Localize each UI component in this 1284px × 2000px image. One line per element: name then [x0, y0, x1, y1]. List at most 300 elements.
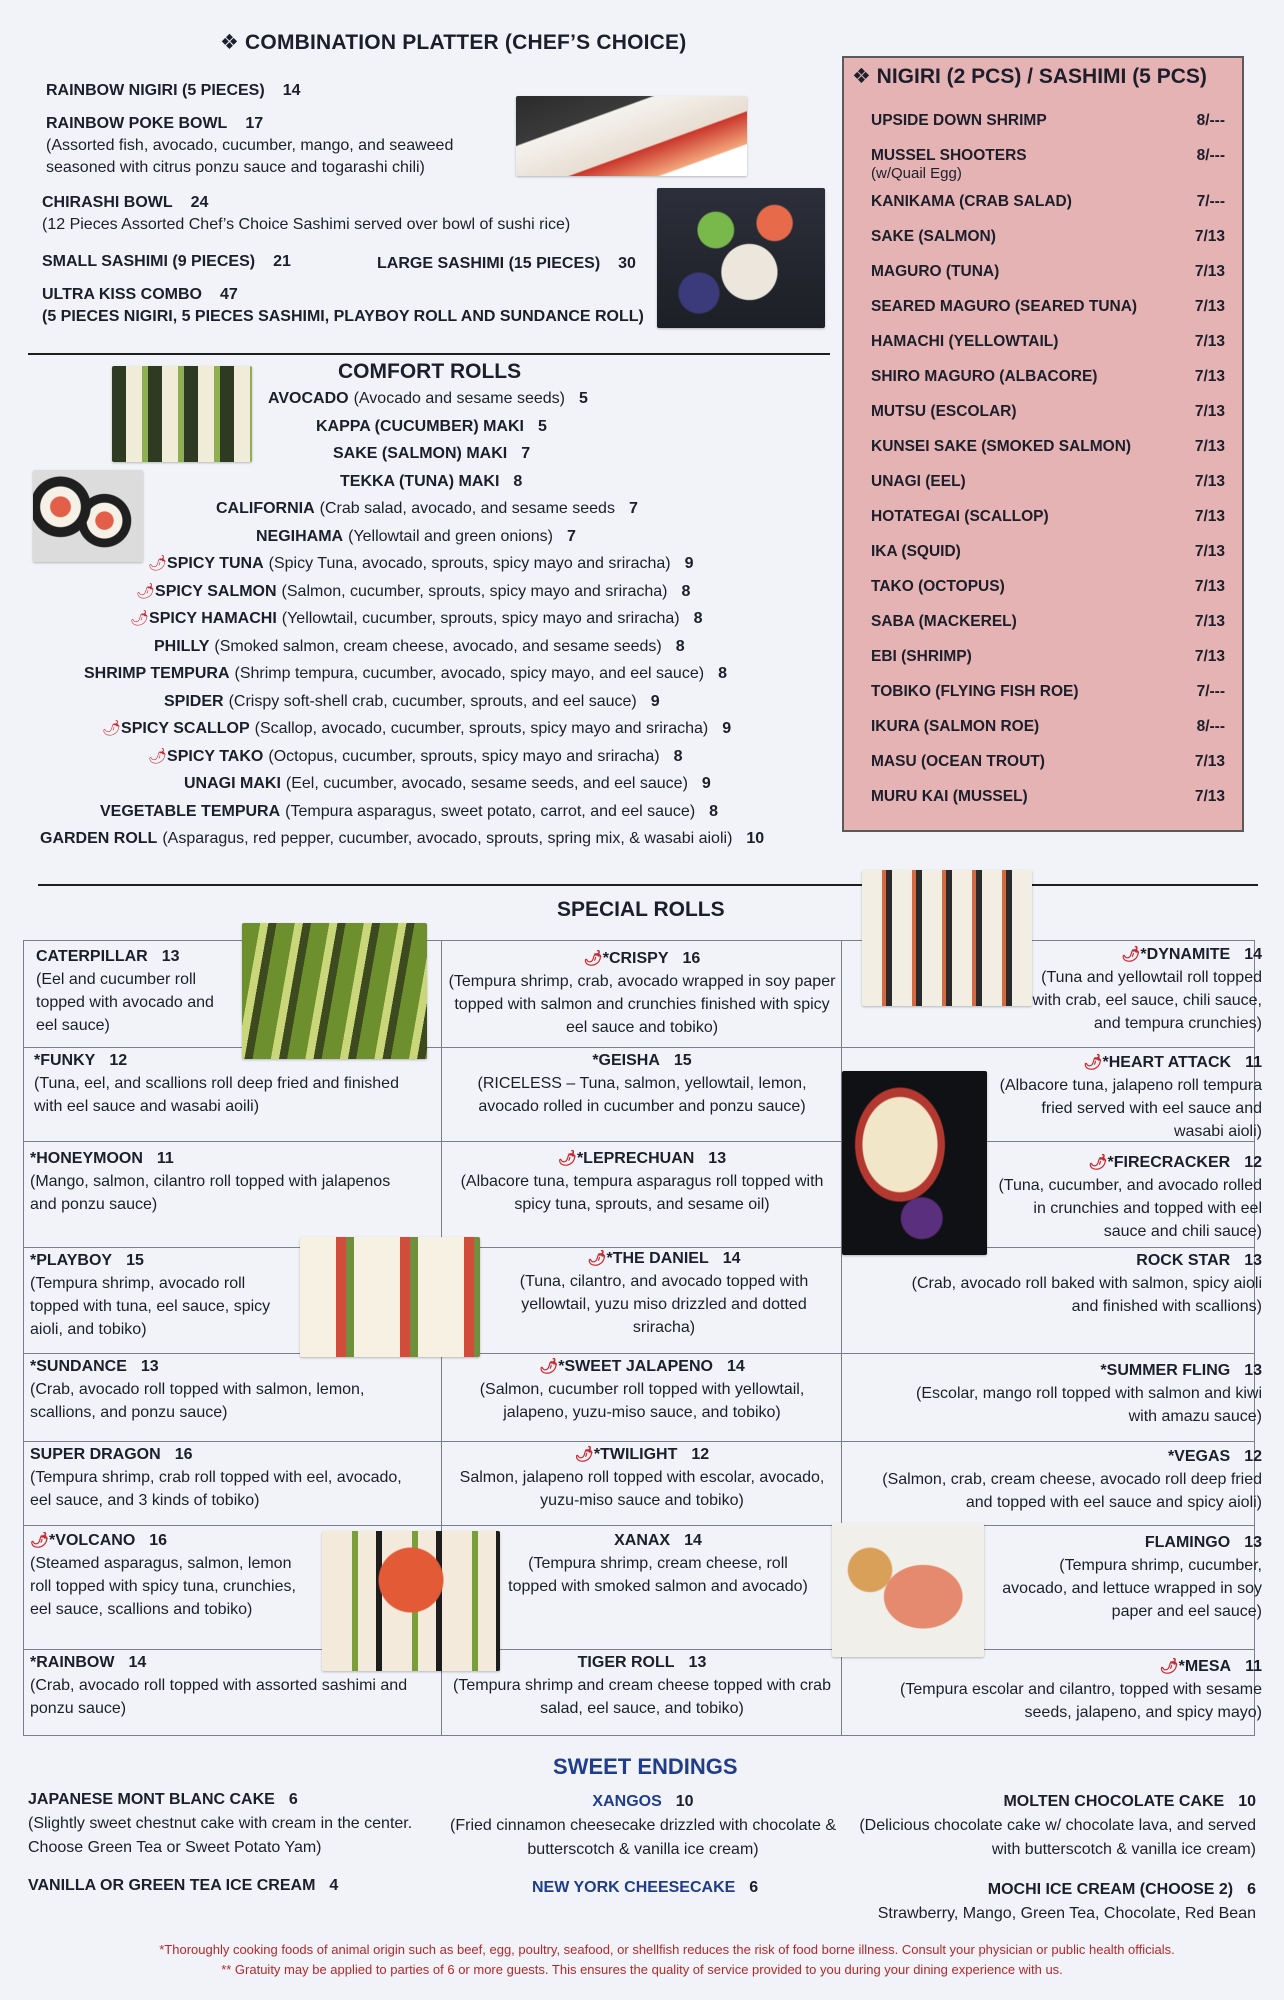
nigiri-name: MAGURO (TUNA): [871, 263, 1000, 280]
roll-desc: (RICELESS – Tuna, salmon, yellowtail, lemon, avocado rolled in cucumber and ponzu sauce): [477, 1075, 807, 1115]
dessert-name: MOCHI ICE CREAM (CHOOSE 2): [987, 1881, 1234, 1898]
dessert-name: NEW YORK CHEESECAKE: [532, 1879, 736, 1896]
roll-desc: (Yellowtail and green onions): [348, 527, 553, 545]
roll-playboy: [30, 1249, 280, 1341]
roll-price: 13: [140, 1358, 159, 1375]
chili-pepper-icon: 🌶: [1083, 1054, 1103, 1071]
roll-crispy: [448, 947, 836, 1039]
roll-name: *CRISPY: [602, 950, 669, 967]
nigiri-name: SEARED MAGURO (SEARED TUNA): [871, 298, 1138, 315]
roll-xanax: [508, 1529, 808, 1598]
roll-desc: (Tempura shrimp, crab roll topped with eel, avocado, eel sauce, and 3 kinds of tobiko): [30, 1469, 402, 1509]
roll-rock-star: [884, 1249, 1262, 1318]
nigiri-item: [871, 543, 1231, 561]
roll-price: 5: [578, 390, 588, 407]
chirashi-photo: [657, 188, 825, 328]
roll-price: 14: [128, 1654, 147, 1671]
roll-name: CATERPILLAR: [36, 948, 148, 965]
gratuity-footnote: ** Gratuity may be applied to parties of 6 or more guests. This ensures the quality of service provided to you during your dining experience with us.: [221, 1962, 1063, 1977]
comfort-roll-item: [40, 828, 764, 850]
nigiri-sashimi-panel: [842, 56, 1244, 832]
roll-twilight: [448, 1443, 836, 1512]
comfort-title: COMFORT ROLLS: [338, 360, 522, 383]
roll-name: *SUNDANCE: [30, 1358, 127, 1375]
roll-name: UNAGI MAKI: [184, 775, 281, 792]
roll-price: 13: [161, 948, 180, 965]
roll-name: *SWEET JALAPENO: [558, 1358, 713, 1375]
dessert-desc: (Slightly sweet chestnut cake with cream in the center. Choose Green Tea or Sweet Potato Yam): [28, 1815, 413, 1856]
roll-name: CALIFORNIA: [216, 500, 315, 517]
roll-name: SPICY TAKO: [167, 747, 264, 765]
roll-name: SPICY SALMON: [155, 582, 277, 600]
chili-pepper-icon: 🌶: [574, 1446, 594, 1463]
roll-super-dragon: [30, 1443, 420, 1512]
roll-name: *HEART ATTACK: [1102, 1054, 1232, 1071]
roll-name: SHRIMP TEMPURA: [84, 665, 230, 682]
roll-price: 8: [693, 610, 703, 627]
roll-name: XANAX: [614, 1532, 671, 1549]
nigiri-note: (w/Quail Egg): [871, 165, 962, 182]
nigiri-price: 8/---: [1196, 112, 1225, 129]
roll-name: TIGER ROLL: [577, 1654, 675, 1671]
roll-price: 9: [701, 775, 711, 792]
dessert-mont-blanc: [28, 1788, 438, 1860]
roll-desc: (Tuna and yellowtail roll topped with crab, eel sauce, chili sauce, and tempura crunchies): [1032, 969, 1262, 1032]
roll-price: 14: [722, 1250, 741, 1267]
maki-photo: [33, 470, 143, 562]
food-safety-footnote: *Thoroughly cooking foods of animal origin such as beef, egg, poultry, seafood, or shellfish reduces the risk of food borne illness. Consult your physician or public health officials.: [159, 1942, 1175, 1957]
roll-desc: (Crab, avocado roll topped with salmon, lemon, scallions, and ponzu sauce): [30, 1381, 365, 1421]
dynamite-photo: [862, 870, 1032, 1006]
roll-name: SPIDER: [164, 692, 224, 710]
roll-name: TEKKA (TUNA) MAKI: [340, 472, 500, 490]
nigiri-title: ❖ NIGIRI (2 PCS) / SASHIMI (5 PCS): [852, 65, 1207, 88]
roll-desc: (Escolar, mango roll topped with salmon and kiwi with amazu sauce): [916, 1385, 1262, 1425]
nigiri-item: [871, 753, 1231, 771]
roll-name: GARDEN ROLL: [40, 830, 158, 847]
item-desc: (12 Pieces Assorted Chef’s Choice Sashimi served over bowl of sushi rice): [42, 216, 571, 233]
roll-desc: (Albacore tuna, tempura asparagus roll topped with spicy tuna, sprouts, and sesame oil): [460, 1173, 824, 1213]
comfort-roll-item: [154, 636, 685, 658]
nigiri-price: 7/13: [1194, 368, 1225, 385]
roll-price: 16: [682, 950, 701, 967]
grid-line: [24, 1649, 1254, 1650]
roll-desc: (Tempura escolar and cilantro, topped with sesame seeds, jalapeno, and spicy mayo): [900, 1681, 1262, 1721]
dessert-price: 6: [1247, 1881, 1256, 1898]
nigiri-item: [871, 508, 1231, 526]
nigiri-item: [871, 112, 1231, 130]
roll-price: 15: [126, 1252, 144, 1269]
roll-desc: (Eel and cucumber roll topped with avocado and eel sauce): [36, 971, 214, 1034]
roll-price: 12: [691, 1446, 710, 1463]
dessert-desc: (Delicious chocolate cake w/ chocolate lava, and served with butterscotch & vanilla ice cream): [859, 1817, 1256, 1858]
roll-desc: (Tuna, cucumber, and avocado rolled in crunchies and topped with eel sauce and chili sauce): [998, 1177, 1262, 1240]
roll-desc: (Tempura shrimp, avocado roll topped with tuna, eel sauce, spicy aioli, and tobiko): [30, 1275, 271, 1338]
nigiri-price: 7/13: [1194, 263, 1225, 280]
roll-desc: (Octopus, cucumber, sprouts, spicy mayo and sriracha): [268, 747, 660, 765]
roll-price: 13: [1244, 1252, 1262, 1269]
chili-pepper-icon: 🌶: [557, 1150, 577, 1167]
roll-desc: (Crab, avocado roll topped with assorted sashimi and ponzu sauce): [30, 1677, 408, 1717]
comfort-roll-item: [184, 773, 711, 795]
roll-sweet-jalapeno: [448, 1355, 836, 1424]
roll-price: 7: [566, 527, 576, 545]
comfort-roll-item: [136, 581, 690, 603]
item-name: ULTRA KISS COMBO: [42, 286, 202, 303]
item-name: RAINBOW NIGIRI (5 PIECES): [46, 82, 265, 99]
roll-price: 14: [684, 1532, 702, 1549]
roll-price: 14: [726, 1358, 745, 1375]
nigiri-item: [871, 718, 1231, 736]
roll-desc: (Spicy Tuna, avocado, sprouts, spicy mayo and sriracha): [268, 555, 671, 572]
roll-name: SPICY HAMACHI: [149, 610, 277, 627]
comfort-roll-item: [102, 718, 731, 740]
nigiri-item: [871, 228, 1231, 246]
nigiri-name: IKA (SQUID): [871, 543, 961, 560]
chili-pepper-icon: 🌶: [148, 555, 168, 572]
roll-price: 13: [1244, 1534, 1262, 1551]
nigiri-name: SAKE (SALMON): [871, 228, 996, 245]
roll-price: 8: [681, 582, 691, 600]
roll-price: 8: [675, 637, 685, 655]
roll-name: *TWILIGHT: [593, 1446, 678, 1463]
nigiri-item: [871, 403, 1231, 421]
roll-honeymoon: [30, 1147, 420, 1216]
roll-price: 8: [718, 665, 727, 682]
item-name: LARGE SASHIMI (15 PIECES): [377, 255, 601, 272]
roll-price: 7: [521, 445, 531, 462]
nigiri-price: 7/13: [1194, 228, 1225, 245]
nigiri-item: [871, 648, 1231, 666]
roll-leprechuan: [448, 1147, 836, 1216]
grid-line: [24, 1525, 1254, 1526]
nigiri-price: 7/---: [1196, 193, 1225, 210]
chili-pepper-icon: 🌶: [1088, 1154, 1108, 1171]
roll-price: 12: [1244, 1154, 1262, 1171]
nigiri-name: UPSIDE DOWN SHRIMP: [871, 112, 1047, 129]
flamingo-photo: [832, 1523, 984, 1657]
dessert-desc: Strawberry, Mango, Green Tea, Chocolate, Red Bean: [877, 1905, 1256, 1922]
nigiri-price: 7/13: [1194, 543, 1225, 560]
roll-price: 13: [708, 1150, 727, 1167]
nigiri-price: 7/13: [1194, 648, 1225, 665]
chili-pepper-icon: 🌶: [587, 1250, 607, 1267]
roll-desc: (Tempura shrimp, crab, avocado wrapped in soy paper topped with salmon and crunchies finished with spicy eel sauce and tobiko): [448, 973, 836, 1036]
combo-title: ❖ COMBINATION PLATTER (CHEF’S CHOICE): [220, 31, 687, 54]
roll-name: *PLAYBOY: [30, 1252, 113, 1269]
comfort-roll-item: [256, 526, 576, 548]
combo-ultra-kiss: [42, 284, 682, 328]
nigiri-name: MASU (OCEAN TROUT): [871, 753, 1045, 770]
nigiri-item: [871, 333, 1231, 351]
nigiri-name: MURU KAI (MUSSEL): [871, 788, 1028, 805]
roll-price: 8: [513, 472, 523, 490]
dessert-desc: (Fried cinnamon cheesecake drizzled with chocolate & butterscotch & vanilla ice cream): [450, 1817, 836, 1858]
roll-name: *THE DANIEL: [606, 1250, 709, 1267]
volcano-photo: [322, 1531, 500, 1671]
roll-price: 16: [174, 1446, 193, 1463]
nigiri-photo: [516, 96, 747, 176]
item-price: 24: [190, 194, 209, 211]
nigiri-item: [871, 438, 1231, 456]
nigiri-item: [871, 788, 1231, 806]
roll-dynamite: [1038, 943, 1262, 966]
roll-name: SPICY TUNA: [167, 555, 264, 572]
roll-desc: (Tempura shrimp, cream cheese, roll topped with smoked salmon and avocado): [508, 1555, 808, 1595]
grid-line: [24, 1353, 1254, 1354]
roll-price: 7: [628, 500, 638, 517]
comfort-roll-item: [148, 553, 694, 575]
roll-name: *VOLCANO: [49, 1532, 136, 1549]
nigiri-price: 7/13: [1194, 438, 1225, 455]
nigiri-item: [871, 578, 1231, 596]
roll-price: 5: [537, 417, 547, 435]
roll-name: *SUMMER FLING: [1100, 1362, 1231, 1379]
dessert-name: XANGOS: [592, 1793, 662, 1810]
nigiri-name: IKURA (SALMON ROE): [871, 718, 1040, 735]
item-name: RAINBOW POKE BOWL: [46, 115, 228, 132]
roll-name: *GEISHA: [592, 1052, 660, 1069]
chili-pepper-icon: 🌶: [130, 610, 150, 627]
sweet-endings-title: SWEET ENDINGS: [553, 1754, 738, 1779]
roll-desc: (Crispy soft-shell crab, cucumber, sprouts, and eel sauce): [228, 692, 637, 710]
roll-desc: (Crab, avocado roll baked with salmon, spicy aioli and finished with scallions): [911, 1275, 1262, 1315]
roll-name: ROCK STAR: [1136, 1252, 1231, 1269]
roll-desc: (Shrimp tempura, cucumber, avocado, spicy mayo, and eel sauce): [234, 665, 705, 682]
item-name: CHIRASHI BOWL: [42, 194, 173, 211]
nigiri-price: 8/---: [1196, 147, 1225, 164]
section-divider: [28, 353, 830, 355]
roll-desc: (Tuna, eel, and scallions roll deep fried and finished with eel sauce and wasabi aoili): [34, 1075, 399, 1115]
chili-pepper-icon: 🌶: [1159, 1658, 1179, 1675]
combo-rainbow-poke: [46, 113, 516, 179]
comfort-roll-item: [268, 388, 588, 410]
dessert-name: JAPANESE MONT BLANC CAKE: [28, 1791, 275, 1808]
nigiri-name: MUSSEL SHOOTERS: [871, 147, 1027, 164]
comfort-roll-item: [164, 691, 660, 713]
roll-rainbow: [30, 1651, 440, 1720]
nigiri-price: 7/13: [1194, 298, 1225, 315]
comfort-roll-item: [333, 443, 530, 465]
item-desc: (5 PIECES NIGIRI, 5 PIECES SASHIMI, PLAYBOY ROLL AND SUNDANCE ROLL): [42, 308, 644, 325]
dessert-mochi: [820, 1878, 1256, 1926]
grid-line: [24, 1047, 1254, 1048]
nigiri-name: TOBIKO (FLYING FISH ROE): [871, 683, 1079, 700]
nigiri-item: [871, 298, 1231, 316]
roll-name: AVOCADO: [268, 390, 349, 407]
nigiri-name: TAKO (OCTOPUS): [871, 578, 1005, 595]
nigiri-price: 7/13: [1194, 333, 1225, 350]
roll-price: 11: [1245, 1658, 1262, 1675]
playboy-photo: [300, 1237, 480, 1357]
nigiri-item: [871, 473, 1231, 491]
roll-desc: (Tuna, cilantro, and avocado topped with yellowtail, yuzu miso drizzled and dotted sriracha): [519, 1273, 809, 1336]
nigiri-name: SHIRO MAGURO (ALBACORE): [871, 368, 1098, 385]
roll-desc: (Tempura shrimp and cream cheese topped with crab salad, eel sauce, and tobiko): [453, 1677, 831, 1717]
dessert-name: MOLTEN CHOCOLATE CAKE: [1003, 1793, 1225, 1810]
nigiri-name: EBI (SHRIMP): [871, 648, 972, 665]
roll-price: 8: [673, 747, 683, 765]
roll-price: 16: [149, 1532, 168, 1549]
roll-price: 9: [650, 692, 660, 710]
comfort-roll-item: [216, 498, 638, 520]
item-price: 17: [245, 115, 264, 132]
dessert-xangos: [448, 1790, 838, 1862]
chili-pepper-icon: 🌶: [583, 950, 603, 967]
chili-pepper-icon: 🌶: [1121, 946, 1141, 963]
roll-name: *LEPRECHUAN: [576, 1150, 695, 1167]
item-name: SMALL SASHIMI (9 PIECES): [42, 253, 256, 270]
roll-desc: (Mango, salmon, cilantro roll topped with jalapenos and ponzu sauce): [30, 1173, 391, 1213]
roll-desc: (Tempura shrimp, cucumber, avocado, and lettuce wrapped in soy paper and eel sauce): [1002, 1557, 1262, 1620]
combo-small-sashimi: [42, 251, 291, 273]
comfort-roll-item: [130, 608, 702, 630]
caterpillar-photo: [242, 923, 427, 1059]
roll-price: 12: [109, 1052, 128, 1069]
roll-name: *DYNAMITE: [1140, 946, 1231, 963]
nigiri-name: MUTSU (ESCOLAR): [871, 403, 1017, 420]
nigiri-name: UNAGI (EEL): [871, 473, 966, 490]
roll-caterpillar: [36, 945, 236, 1037]
nigiri-name: HOTATEGAI (SCALLOP): [871, 508, 1049, 525]
dessert-ny-cheesecake: [532, 1876, 758, 1900]
dessert-price: 6: [288, 1791, 298, 1808]
nigiri-price: 7/13: [1194, 508, 1225, 525]
roll-price: 10: [746, 830, 765, 847]
nigiri-price: 7/13: [1194, 403, 1225, 420]
roll-desc: (Avocado and sesame seeds): [353, 390, 565, 407]
roll-name: NEGIHAMA: [256, 527, 344, 545]
roll-name: *FIRECRACKER: [1107, 1154, 1231, 1171]
nigiri-item: [871, 683, 1231, 701]
special-title: SPECIAL ROLLS: [557, 898, 725, 921]
roll-flamingo: [990, 1531, 1262, 1623]
roll-mesa: [884, 1655, 1262, 1724]
dessert-price: 10: [1238, 1793, 1256, 1810]
roll-geisha: [448, 1049, 836, 1118]
roll-name: PHILLY: [154, 637, 210, 655]
dessert-ice-cream: [28, 1874, 338, 1898]
roll-price: 12: [1244, 1448, 1262, 1465]
combo-chirashi: [42, 192, 662, 236]
dessert-price: 4: [329, 1877, 339, 1894]
roll-desc: (Steamed asparagus, salmon, lemon roll topped with spicy tuna, crunchies, eel sauce, scallions and tobiko): [30, 1555, 296, 1618]
roll-name: *VEGAS: [1167, 1448, 1231, 1465]
roll-desc: (Smoked salmon, cream cheese, avocado, and sesame seeds): [214, 637, 662, 655]
chili-pepper-icon: 🌶: [102, 720, 122, 737]
roll-price: 11: [156, 1150, 174, 1167]
roll-price: 14: [1244, 946, 1262, 963]
nigiri-price: 7/13: [1194, 578, 1225, 595]
roll-name: KAPPA (CUCUMBER) MAKI: [316, 417, 524, 435]
nigiri-item: [871, 193, 1231, 211]
roll-desc: Salmon, jalapeno roll topped with escolar, avocado, yuzu-miso sauce and tobiko): [459, 1469, 825, 1509]
nigiri-price: 7/13: [1194, 473, 1225, 490]
roll-name: SAKE (SALMON) MAKI: [333, 445, 508, 462]
roll-desc: (Scallop, avocado, cucumber, sprouts, spicy mayo and sriracha): [254, 720, 709, 737]
nigiri-price: 7/13: [1194, 613, 1225, 630]
roll-desc: (Salmon, cucumber roll topped with yellowtail, jalapeno, yuzu-miso sauce, and tobiko): [479, 1381, 805, 1421]
nigiri-item: [871, 368, 1231, 386]
nigiri-price: 8/---: [1196, 718, 1225, 735]
roll-desc: (Salmon, cucumber, sprouts, spicy mayo and sriracha): [281, 582, 668, 600]
roll-desc: (Eel, cucumber, avocado, sesame seeds, and eel sauce): [285, 775, 688, 792]
roll-price: 9: [684, 555, 694, 572]
chili-pepper-icon: 🌶: [148, 747, 168, 765]
chili-pepper-icon: 🌶: [539, 1358, 559, 1375]
roll-heart-attack: [990, 1051, 1262, 1143]
roll-summer-fling: [884, 1359, 1262, 1428]
roll-vegas: [854, 1445, 1262, 1514]
nigiri-price: 7/13: [1194, 753, 1225, 770]
nigiri-price: 7/13: [1194, 788, 1225, 805]
comfort-roll-item: [340, 471, 522, 493]
dessert-price: 6: [749, 1879, 759, 1896]
dessert-price: 10: [675, 1793, 694, 1810]
roll-name: SPICY SCALLOP: [121, 720, 250, 737]
nigiri-item: [871, 613, 1231, 631]
item-desc: (Assorted fish, avocado, cucumber, mango, and seaweed seasoned with citrus ponzu sauce and togarashi chili): [46, 137, 454, 176]
roll-price: 13: [688, 1654, 707, 1671]
dessert-molten: [850, 1790, 1256, 1862]
nigiri-item: [871, 263, 1231, 281]
roll-price: 9: [722, 720, 732, 737]
special-rolls-grid: [23, 940, 1262, 1736]
roll-price: 13: [1244, 1362, 1262, 1379]
roll-the-daniel: [492, 1247, 836, 1339]
chili-pepper-icon: 🌶: [136, 582, 156, 600]
roll-price: 15: [673, 1052, 692, 1069]
comfort-roll-item: [100, 801, 718, 823]
roll-name: *MESA: [1178, 1658, 1232, 1675]
nigiri-name: SABA (MACKEREL): [871, 613, 1017, 630]
item-price: 47: [220, 286, 238, 303]
roll-desc: (Crab salad, avocado, and sesame seeds: [319, 500, 615, 517]
item-price: 21: [273, 253, 291, 270]
comfort-roll-item: [316, 416, 547, 438]
comfort-roll-item: [84, 663, 727, 685]
roll-name: *FUNKY: [34, 1052, 96, 1069]
nigiri-item: [871, 147, 1231, 182]
nigiri-name: HAMACHI (YELLOWTAIL): [871, 333, 1059, 350]
item-price: 14: [282, 82, 301, 99]
comfort-roll-photo: [112, 366, 252, 462]
roll-desc: (Tempura asparagus, sweet potato, carrot, and eel sauce): [285, 802, 696, 820]
roll-name: *HONEYMOON: [30, 1150, 143, 1167]
dessert-name: VANILLA OR GREEN TEA ICE CREAM: [28, 1877, 316, 1894]
roll-desc: (Salmon, crab, cream cheese, avocado roll deep fried and topped with eel sauce and spicy aioli): [882, 1471, 1262, 1511]
nigiri-price: 7/---: [1196, 683, 1225, 700]
roll-desc: (Albacore tuna, jalapeno roll tempura fried served with eel sauce and wasabi aioli): [999, 1077, 1262, 1140]
roll-desc: (Yellowtail, cucumber, sprouts, spicy mayo and sriracha): [281, 610, 680, 627]
roll-tiger: [448, 1651, 836, 1720]
roll-volcano: [30, 1529, 302, 1621]
roll-funky: [34, 1049, 424, 1118]
roll-name: SUPER DRAGON: [30, 1446, 161, 1463]
combo-large-sashimi: [377, 253, 636, 275]
grid-line: [24, 1441, 1254, 1442]
roll-name: VEGETABLE TEMPURA: [100, 802, 281, 820]
roll-name: *RAINBOW: [30, 1654, 115, 1671]
nigiri-name: KANIKAMA (CRAB SALAD): [871, 193, 1072, 210]
roll-firecracker: [990, 1151, 1262, 1243]
heart-attack-photo: [842, 1071, 987, 1255]
chili-pepper-icon: 🌶: [30, 1532, 50, 1549]
roll-price: 8: [709, 802, 719, 820]
roll-price: 11: [1245, 1054, 1262, 1071]
roll-name: FLAMINGO: [1144, 1534, 1231, 1551]
item-price: 30: [618, 255, 636, 272]
